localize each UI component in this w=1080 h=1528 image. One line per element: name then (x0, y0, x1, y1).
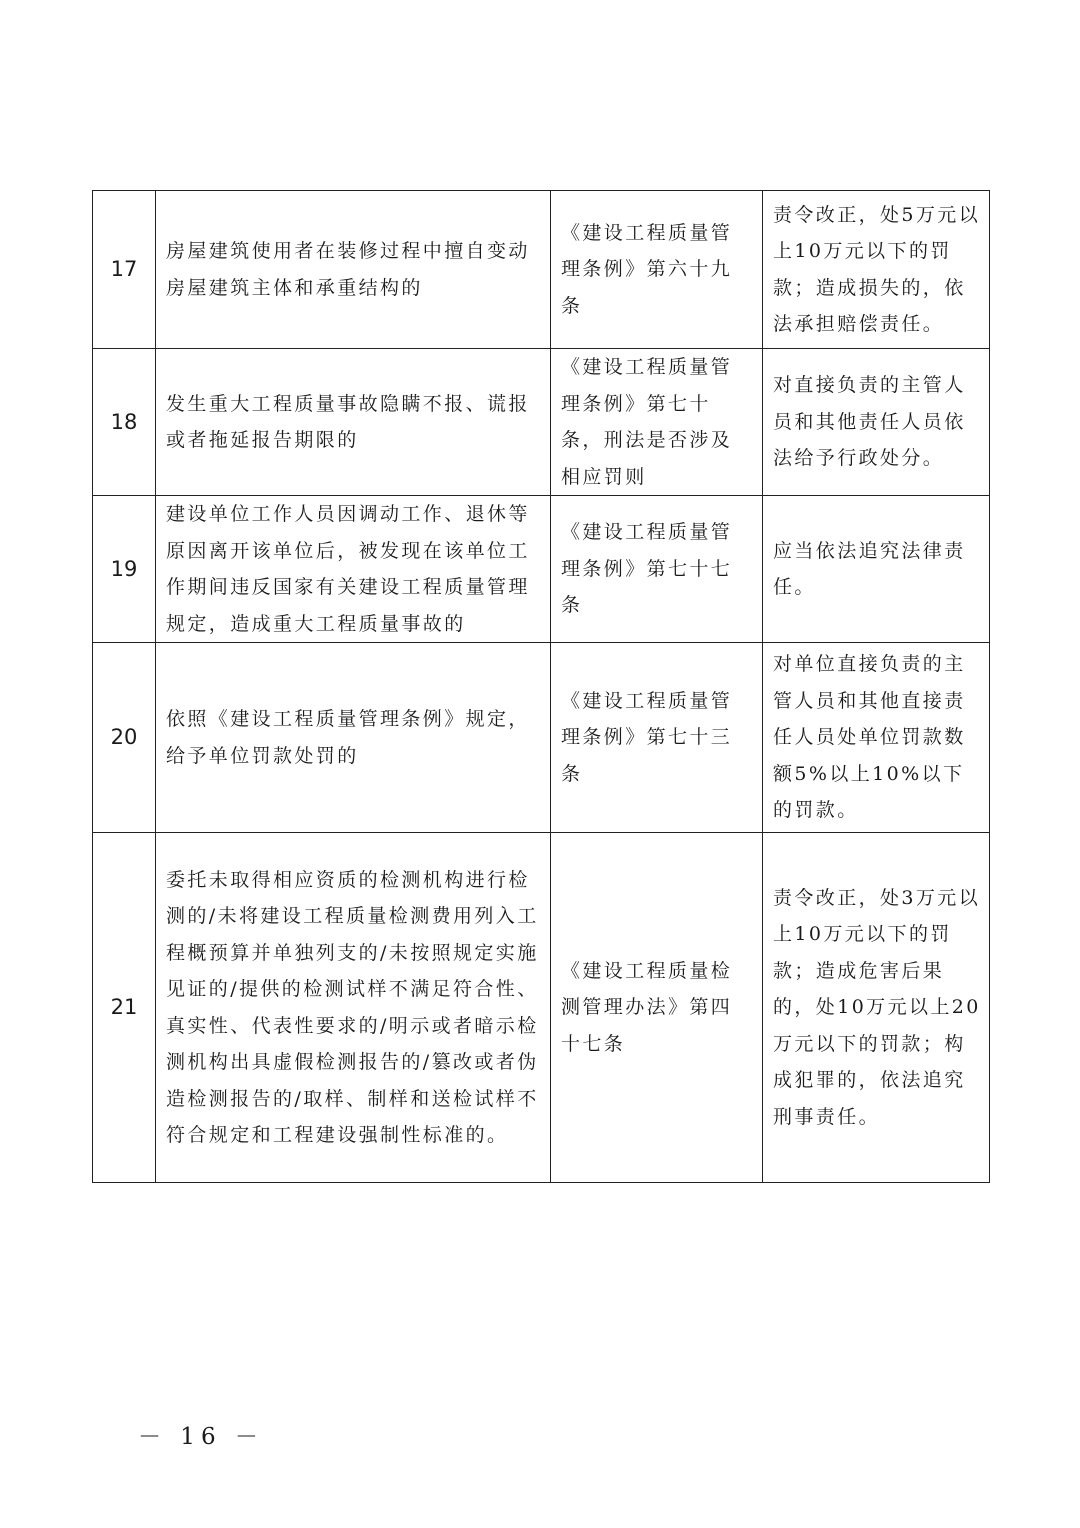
row-number: 17 (93, 191, 156, 349)
legal-basis-cell: 《建设工程质量管理条例》第七十三条 (551, 643, 763, 833)
legal-basis-cell: 《建设工程质量管理条例》第六十九条 (551, 191, 763, 349)
row-number: 20 (93, 643, 156, 833)
legal-basis-cell: 《建设工程质量检测管理办法》第四十七条 (551, 833, 763, 1183)
table-row (93, 833, 990, 1183)
table-row (93, 496, 990, 643)
table-row (93, 191, 990, 349)
violation-cell: 建设单位工作人员因调动工作、退休等原因离开该单位后，被发现在该单位工作期间违反国家有关建设工程质量管理规定，造成重大工程质量事故的 (156, 496, 551, 643)
penalty-cell: 责令改正，处5万元以上10万元以下的罚款；造成损失的，依法承担赔偿责任。 (763, 191, 990, 349)
row-number: 19 (93, 496, 156, 643)
penalty-cell: 对直接负责的主管人员和其他责任人员依法给予行政处分。 (763, 349, 990, 496)
violation-cell: 发生重大工程质量事故隐瞒不报、谎报或者拖延报告期限的 (156, 349, 551, 496)
penalty-table (92, 190, 990, 1183)
legal-basis-cell: 《建设工程质量管理条例》第七十条，刑法是否涉及相应罚则 (551, 349, 763, 496)
penalty-cell: 对单位直接负责的主管人员和其他直接责任人员处单位罚款数额5%以上10%以下的罚款。 (763, 643, 990, 833)
penalty-cell: 应当依法追究法律责任。 (763, 496, 990, 643)
row-number: 21 (93, 833, 156, 1183)
table-row (93, 349, 990, 496)
row-number: 18 (93, 349, 156, 496)
violation-cell: 房屋建筑使用者在装修过程中擅自变动房屋建筑主体和承重结构的 (156, 191, 551, 349)
penalty-cell: 责令改正，处3万元以上10万元以下的罚款；造成危害后果的，处10万元以上20万元以下的罚款；构成犯罪的，依法追究刑事责任。 (763, 833, 990, 1183)
violation-cell: 依照《建设工程质量管理条例》规定，给予单位罚款处罚的 (156, 643, 551, 833)
table-row (93, 643, 990, 833)
page-number: － 16 － (138, 1424, 264, 1450)
legal-basis-cell: 《建设工程质量管理条例》第七十七条 (551, 496, 763, 643)
violation-cell: 委托未取得相应资质的检测机构进行检测的/未将建设工程质量检测费用列入工程概预算并单独列支的/未按照规定实施见证的/提供的检测试样不满足符合性、真实性、代表性要求的/明示或者暗示检测机构出具虚假检测报告的/篡改或者伪造检测报告的/取样、制样和送检试样不符合规定和工程建设强制性标准的。 (156, 833, 551, 1183)
